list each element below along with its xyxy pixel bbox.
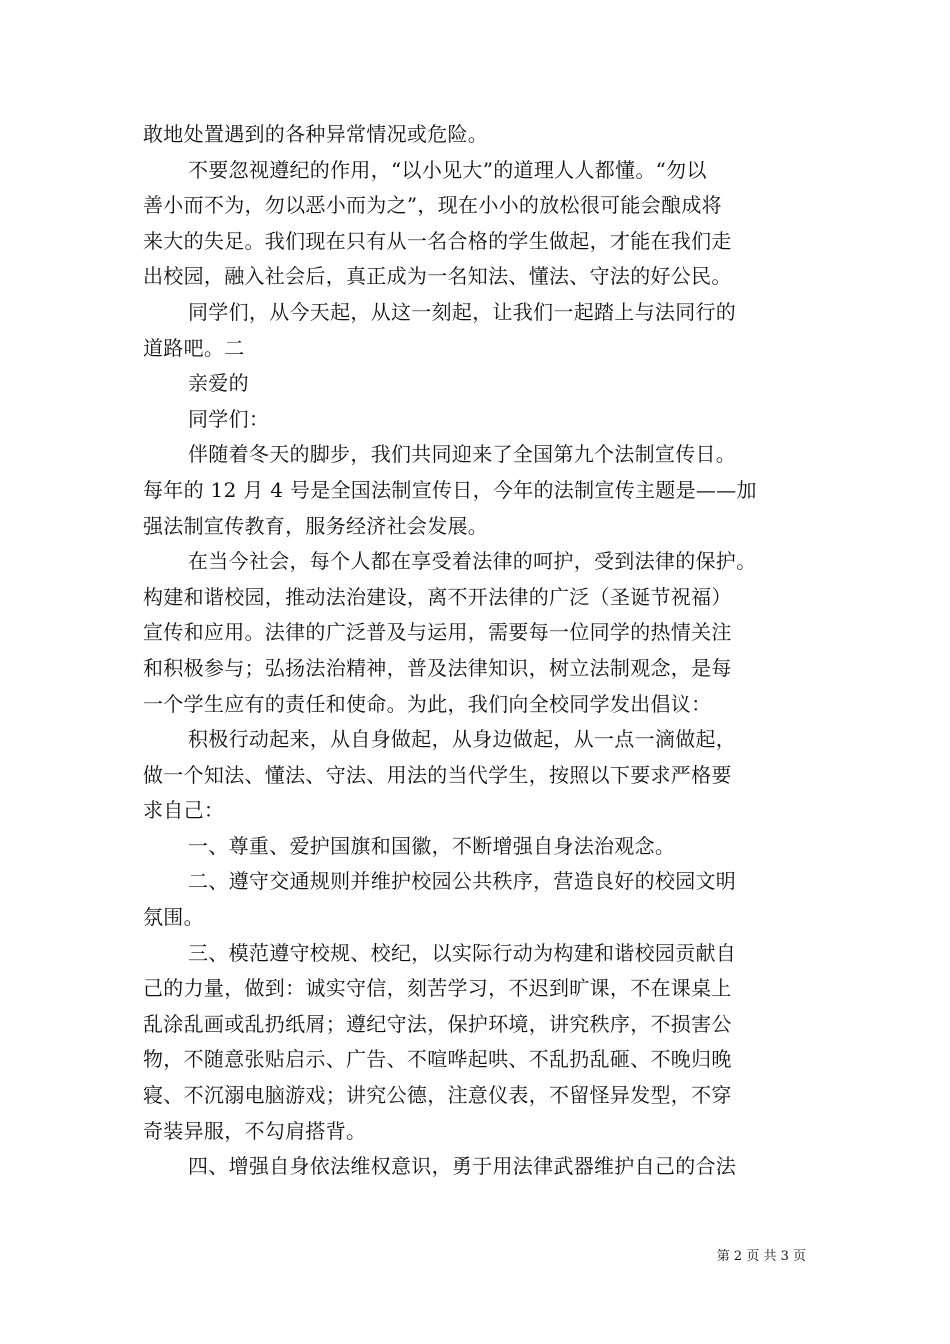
text-line: 物，不随意张贴启示、广告、不喧哗起哄、不乱扔乱砸、不晚归晚	[143, 1047, 732, 1072]
text-line: 己的力量，做到：诚实守信，刻苦学习，不迟到旷课，不在课桌上	[143, 976, 732, 1001]
text-line: 同学们，从今天起，从这一刻起，让我们一起踏上与法同行的	[188, 299, 737, 324]
text-line: 三、模范遵守校规、校纪，以实际行动为构建和谐校园贡献自	[188, 940, 737, 965]
text-line: 在当今社会，每个人都在享受着法律的呵护，受到法律的保护。	[188, 549, 757, 574]
text-line: 四、增强自身依法维权意识，勇于用法律武器维护自己的合法	[188, 1154, 737, 1179]
text-line: 同学们：	[188, 406, 270, 431]
text-line: 强法制宣传教育，服务经济社会发展。	[143, 513, 489, 538]
text-line: 奇装异服，不勾肩搭背。	[143, 1118, 367, 1143]
text-line: 构建和谐校园，推动法治建设，离不开法律的广泛（圣诞节祝福）	[143, 584, 732, 609]
text-line: 不要忽视遵纪的作用，“以小见大”的道理人人都懂。“勿以	[188, 157, 707, 182]
text-line: 伴随着冬天的脚步，我们共同迎来了全国第九个法制宣传日。	[188, 442, 737, 467]
text-line: 积极行动起来，从自身做起，从身边做起，从一点一滴做起，	[188, 727, 737, 752]
text-line: 乱涂乱画或乱扔纸屑；遵纪守法，保护环境，讲究秩序，不损害公	[143, 1011, 732, 1036]
text-line: 氛围。	[143, 905, 204, 930]
text-line: 善小而不为，勿以恶小而为之”，现在小小的放松很可能会酿成将	[143, 193, 722, 218]
text-line: 来大的失足。我们现在只有从一名合格的学生做起，才能在我们走	[143, 228, 732, 253]
text-line: 求自己：	[143, 798, 225, 823]
text-line: 每年的 12 月 4 号是全国法制宣传日，今年的法制宣传主题是——加	[143, 477, 757, 502]
document-body	[143, 117, 807, 1185]
text-line: 一个学生应有的责任和使命。为此，我们向全校同学发出倡议：	[143, 691, 712, 716]
text-line: 寝、不沉溺电脑游戏；讲究公德，注意仪表，不留怪异发型，不穿	[143, 1083, 732, 1108]
text-line: 道路吧。二	[143, 335, 245, 360]
text-line: 亲爱的	[188, 371, 249, 396]
page-number: 第 2 页 共 3 页	[716, 1249, 806, 1264]
text-line: 和积极参与；弘扬法治精神，普及法律知识，树立法制观念，是每	[143, 655, 732, 680]
text-line: 一、尊重、爱护国旗和国徽，不断增强自身法治观念。	[188, 833, 676, 858]
text-line: 敢地处置遇到的各种异常情况或危险。	[143, 122, 489, 146]
text-line: 做一个知法、懂法、守法、用法的当代学生，按照以下要求严格要	[143, 762, 732, 787]
text-line: 出校园，融入社会后，真正成为一名知法、懂法、守法的好公民。	[143, 264, 732, 289]
text-line: 宣传和应用。法律的广泛普及与运用，需要每一位同学的热情关注	[143, 620, 732, 645]
text-line: 二、遵守交通规则并维护校园公共秩序，营造良好的校园文明	[188, 869, 737, 894]
